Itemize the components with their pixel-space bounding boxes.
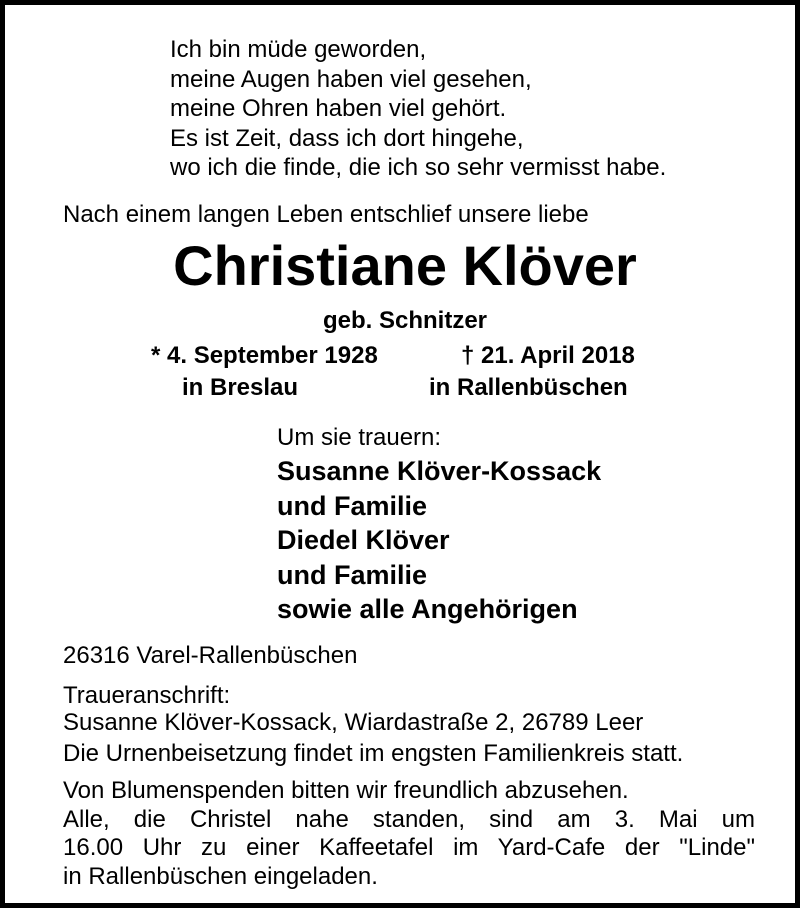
deceased-name: Christiane Klöver [173, 234, 637, 297]
notes-line: 16.00 Uhr zu einer Kaffeetafel im Yard-Cafe der "Linde" [63, 834, 755, 861]
poem-line: meine Augen haben viel gesehen, [170, 65, 532, 93]
mourning-address: Susanne Klöver-Kossack, Wiardastraße 2, 26789 Leer [63, 709, 644, 736]
maiden-name: geb. Schnitzer [322, 307, 488, 334]
poem [170, 35, 666, 183]
mourner-line: und Familie [277, 490, 428, 521]
intro-text: Nach einem langen Leben entschlief unsere liebe [63, 201, 589, 228]
birth-date: * 4. September 1928 [151, 342, 378, 369]
mourners-list [277, 454, 601, 627]
mourner-line: Susanne Klöver-Kossack [277, 456, 602, 486]
poem-line: meine Ohren haben viel gehört. [170, 95, 507, 122]
mourning-address-label: Traueranschrift: [63, 682, 231, 709]
birth-place: in Breslau [182, 374, 299, 401]
poem-line: wo ich die finde, die ich so sehr vermisst habe. [170, 154, 667, 181]
mourner-line: und Familie [277, 559, 428, 590]
mourner-line: sowie alle Angehörigen [277, 594, 578, 624]
mourner-line: Diedel Klöver [277, 525, 450, 555]
poem-line: Ich bin müde geworden, [170, 36, 427, 63]
poem-line: Es ist Zeit, dass ich dort hingehe, [170, 124, 524, 152]
notes [63, 777, 755, 891]
notes-line: Alle, die Christel nahe standen, sind am 3. Mai um [63, 805, 755, 833]
mourners-label: Um sie trauern: [277, 424, 442, 451]
death-place: in Rallenbüschen [429, 374, 628, 401]
location: 26316 Varel-Rallenbüschen [63, 642, 358, 669]
notes-line: in Rallenbüschen eingeladen. [63, 862, 378, 890]
burial-note: Die Urnenbeisetzung findet im engsten Familienkreis statt. [63, 740, 684, 767]
notes-line: Von Blumenspenden bitten wir freundlich abzusehen. [63, 777, 629, 804]
death-date: † 21. April 2018 [461, 342, 635, 369]
